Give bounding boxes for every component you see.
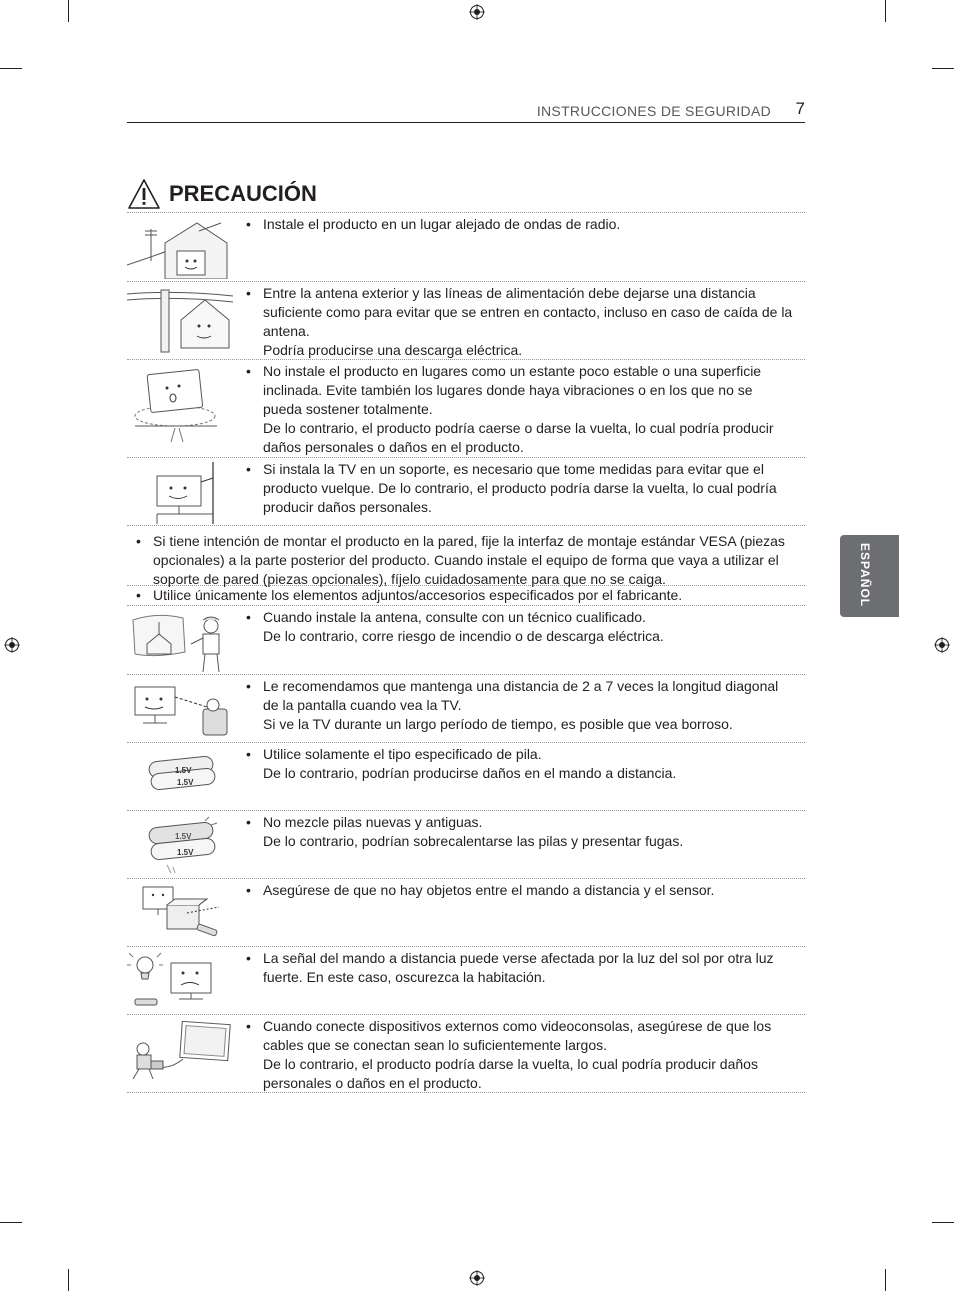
old-new-batteries-illustration — [127, 815, 233, 875]
sunlight-remote-illustration — [127, 951, 233, 1013]
battery-label: 1.5V — [177, 848, 194, 857]
item-text — [246, 745, 795, 783]
bullet: • — [246, 950, 251, 966]
antenna-power-line-illustration — [127, 286, 233, 356]
item-line: Si instala la TV en un soporte, es necesario que tome medidas para evitar que el producto vuelque. De lo contrario, el producto podría darse la vuelta, lo cual podría producir daños personales. — [263, 461, 777, 515]
list-item — [127, 879, 805, 947]
item-line: De lo contrario, el producto podría caerse o darse la vuelta, lo cual podría producir daños personales o daños en el producto. — [263, 420, 774, 455]
caution-list — [127, 212, 805, 1093]
item-line: Si tiene intención de montar el producto en la pared, fije la interfaz de montaje estándar VESA (piezas opcionales) a la parte posterior del producto. Cuando instale el equipo de forma que vaya a utilizar el soporte de pared (piezas opcionales), fíjelo cuidadosamente para que no se caiga. — [153, 533, 785, 587]
item-text — [246, 608, 795, 646]
bullet: • — [246, 814, 251, 830]
crop-mark — [932, 68, 954, 69]
crop-mark — [932, 1222, 954, 1223]
item-line: Cuando instale la antena, consulte con un técnico cualificado. — [263, 609, 646, 625]
item-text — [246, 215, 795, 234]
item-line: Podría producirse una descarga eléctrica. — [263, 342, 523, 358]
item-line: Utilice únicamente los elementos adjuntos/accesorios especificados por el fabricante. — [153, 587, 683, 603]
item-text — [246, 362, 795, 457]
list-item — [127, 947, 805, 1015]
item-line: Cuando conecte dispositivos externos como videoconsolas, asegúrese de que los cables que se conectan sean lo suficientemente largos. — [263, 1018, 772, 1053]
item-text — [246, 1017, 795, 1093]
batteries-illustration — [127, 747, 233, 803]
warning-triangle-icon — [127, 178, 161, 210]
crop-mark — [885, 1269, 886, 1291]
bullet: • — [246, 746, 251, 762]
bullet: • — [136, 587, 141, 603]
battery-label: 1.5V — [175, 766, 192, 775]
crop-mark — [885, 0, 886, 22]
item-text — [246, 813, 795, 851]
item-line: Utilice solamente el tipo especificado de pila. — [263, 746, 542, 762]
item-text — [136, 532, 795, 589]
item-line: No instale el producto en lugares como un estante poco estable o una superficie inclinada. Evite también los lugares donde haya vibraciones o en los que no se pueda sostener totalmente. — [263, 363, 762, 417]
list-item — [127, 586, 805, 606]
tv-stand-wall-illustration — [127, 462, 233, 524]
technician-antenna-illustration — [127, 610, 233, 674]
registration-mark-icon — [934, 637, 950, 653]
caution-heading — [127, 176, 317, 212]
section-title: INSTRUCCIONES DE SEGURIDAD — [536, 103, 771, 119]
list-item — [127, 606, 805, 675]
viewing-distance-illustration — [127, 679, 233, 737]
item-text — [246, 460, 795, 517]
item-text — [136, 586, 795, 605]
list-item — [127, 213, 805, 282]
crop-mark — [68, 0, 69, 22]
item-line: De lo contrario, el producto podría darse la vuelta, lo cual podría producir daños personales o daños en el producto. — [263, 1056, 758, 1091]
battery-label: 1.5V — [175, 832, 192, 841]
bullet: • — [246, 363, 251, 379]
list-item — [127, 526, 805, 586]
bullet: • — [246, 285, 251, 301]
registration-mark-icon — [4, 637, 20, 653]
caution-title: PRECAUCIÓN — [169, 181, 317, 206]
bullet: • — [136, 533, 141, 549]
item-line: No mezcle pilas nuevas y antiguas. — [263, 814, 483, 830]
item-text — [246, 677, 795, 734]
bullet: • — [246, 678, 251, 694]
bullet: • — [246, 461, 251, 477]
list-item — [127, 458, 805, 526]
item-line: Si ve la TV durante un largo período de tiempo, es posible que vea borroso. — [263, 716, 733, 732]
list-item — [127, 675, 805, 743]
registration-mark-icon — [469, 1270, 485, 1286]
list-item — [127, 282, 805, 360]
item-line: De lo contrario, podrían producirse daños en el mando a distancia. — [263, 765, 677, 781]
item-text — [246, 284, 795, 360]
list-item — [127, 811, 805, 879]
registration-mark-icon — [469, 4, 485, 20]
item-line: Asegúrese de que no hay objetos entre el mando a distancia y el sensor. — [263, 882, 715, 898]
language-tab-label: ESPAÑOL — [858, 543, 872, 608]
item-line: Entre la antena exterior y las líneas de alimentación debe dejarse una distancia suficiente como para evitar que se entren en contacto, incluso en caso de caída de la antena. — [263, 285, 793, 339]
list-item — [127, 743, 805, 811]
battery-label: 1.5V — [177, 778, 194, 787]
bullet: • — [246, 216, 251, 232]
item-line: De lo contrario, podrían sobrecalentarse las pilas y presentar fugas. — [263, 833, 684, 849]
item-text — [246, 881, 795, 900]
crop-mark — [0, 1222, 22, 1223]
item-text — [246, 949, 795, 987]
item-line: De lo contrario, corre riesgo de incendio o de descarga eléctrica. — [263, 628, 664, 644]
list-item — [127, 1015, 805, 1093]
remote-obstacle-illustration — [127, 883, 233, 945]
list-item — [127, 360, 805, 458]
crop-mark — [68, 1269, 69, 1291]
language-tab — [840, 535, 899, 617]
item-line: Le recomendamos que mantenga una distancia de 2 a 7 veces la longitud diagonal de la pantalla cuando vea la TV. — [263, 678, 779, 713]
house-antenna-tv-illustration — [127, 217, 233, 279]
unstable-shelf-tv-illustration — [127, 364, 233, 444]
crop-mark — [0, 68, 22, 69]
item-line: Instale el producto en un lugar alejado de ondas de radio. — [263, 216, 621, 232]
running-header — [127, 98, 805, 123]
bullet: • — [246, 1018, 251, 1034]
item-line: La señal del mando a distancia puede verse afectada por la luz del sol por otra luz fuerte. En este caso, oscurezca la habitación. — [263, 950, 774, 985]
page-number: 7 — [795, 99, 805, 118]
cable-tripping-illustration — [127, 1019, 233, 1083]
bullet: • — [246, 609, 251, 625]
bullet: • — [246, 882, 251, 898]
